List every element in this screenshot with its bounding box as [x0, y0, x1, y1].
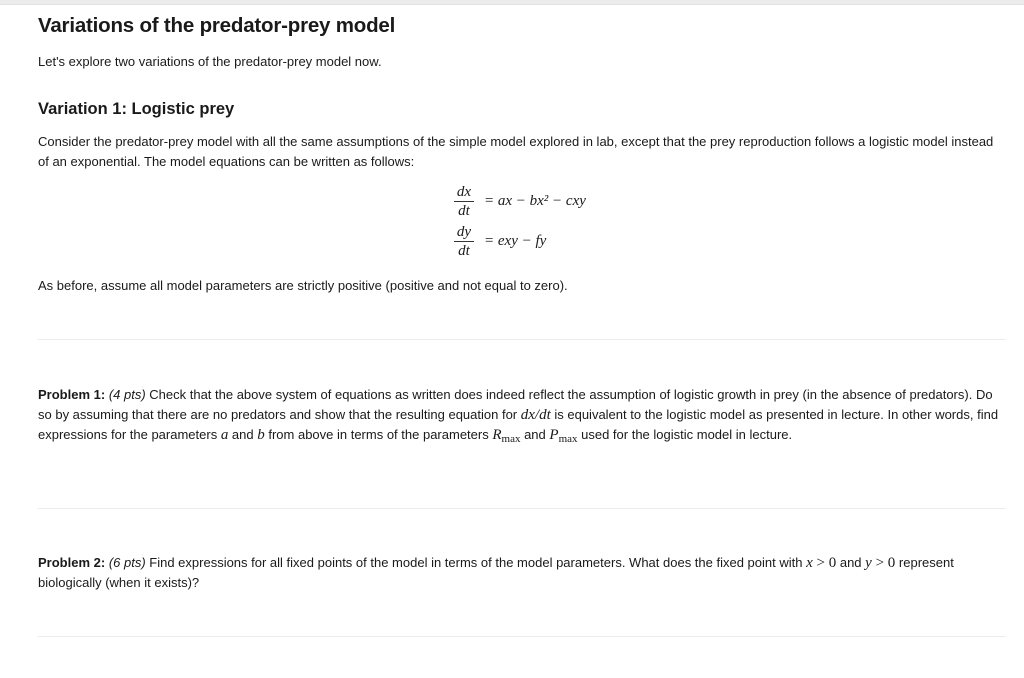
- section-divider: [38, 636, 1006, 637]
- derivative-dx-dt: [450, 184, 478, 219]
- math-dxdt: dx/dt: [520, 407, 551, 423]
- math-r-max: [492, 427, 520, 443]
- math-gt-zero: > 0: [812, 555, 837, 571]
- math-r-subscript: max: [501, 433, 521, 445]
- equation-rhs: = exy − fy: [484, 233, 547, 249]
- problem1-text-e: and: [520, 427, 550, 442]
- math-p-max: [549, 427, 577, 443]
- problem1-text-d: from above in terms of the parameters: [264, 427, 493, 442]
- math-r: R: [492, 427, 502, 443]
- section-divider: [38, 339, 1006, 340]
- problem2-text-a: Find expressions for all fixed points of the model in terms of the model parameters. What does the fixed point with: [145, 555, 807, 570]
- variation1-heading: Variation 1: Logistic prey: [38, 100, 235, 118]
- problem2-points: (6 pts): [108, 555, 146, 570]
- problem2-text: [38, 553, 1006, 593]
- problem1-text-f: used for the logistic model in lecture.: [577, 427, 793, 442]
- derivative-dy-dt: [450, 224, 478, 259]
- math-p-subscript: max: [558, 433, 578, 445]
- math-x: x: [806, 555, 813, 571]
- problem1-text-b: is equivalent to the logistic model as presented in lecture. In other words, find expressions for the parameters: [38, 407, 999, 442]
- problem1-text-c: and: [228, 427, 258, 442]
- variation1-description: Consider the predator-prey model with all the same assumptions of the simple model explored in lab, except that the prey reproduction follows a logistic model instead of an exponential. The model equations can be written as follows:: [38, 134, 994, 169]
- math-y: y: [865, 555, 872, 571]
- equation-dx-dt: [450, 184, 586, 219]
- problem1-points: (4 pts): [108, 387, 146, 402]
- problem1-text-a: Check that the above system of equations as written does indeed reflect the assumption of logistic growth in prey (in the absence of predators). Do so by assuming that there are no predators and show that the resulting equation for: [38, 387, 993, 422]
- equation-rhs: = ax − bx² − cxy: [484, 193, 586, 209]
- equation-dy-dt: [450, 224, 546, 259]
- problem2-label: Problem 2:: [38, 555, 106, 570]
- model-equations: [450, 184, 670, 268]
- numerator-dx: dx: [456, 184, 472, 200]
- math-gt-zero: > 0: [871, 555, 896, 571]
- intro-text: Let's explore two variations of the predator-prey model now.: [38, 54, 382, 69]
- problem1-label: Problem 1:: [38, 387, 106, 402]
- problem1-text: [38, 385, 1006, 449]
- section-divider: [38, 508, 1006, 509]
- top-divider: [0, 0, 1024, 5]
- math-b: b: [257, 427, 265, 443]
- assumption-text: As before, assume all model parameters are strictly positive (positive and not equal to zero).: [38, 278, 568, 293]
- denominator-dt: dt: [458, 243, 470, 259]
- problem2-text-b: and: [836, 555, 866, 570]
- math-p: P: [549, 427, 559, 443]
- math-a: a: [220, 427, 229, 443]
- page-title: Variations of the predator-prey model: [38, 14, 396, 37]
- problem2-text-c: represent biologically (when it exists)?: [38, 555, 954, 590]
- denominator-dt: dt: [458, 203, 470, 219]
- numerator-dy: dy: [456, 224, 472, 240]
